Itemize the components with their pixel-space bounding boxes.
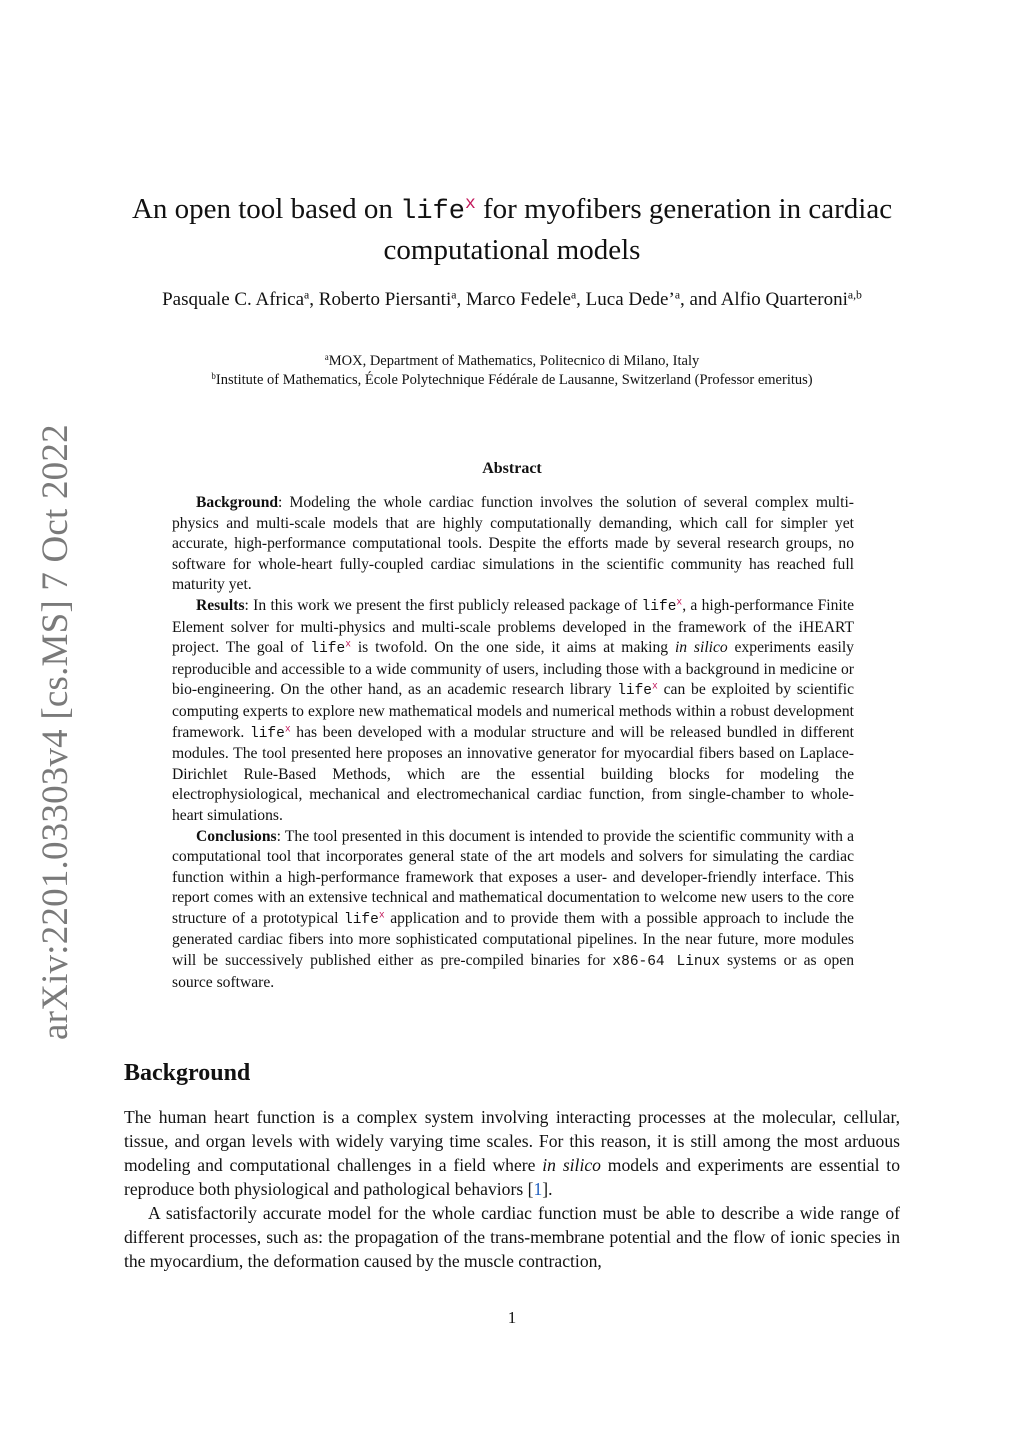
arxiv-identifier-stamp: arXiv:2201.03303v4 [cs.MS] 7 Oct 2022 xyxy=(35,424,76,1040)
citation-link[interactable]: 1 xyxy=(533,1179,543,1199)
author-list: Pasquale C. Africa$^a$, Roberto Piersanti$^a$, Marco Fedele$^a$, Luca Dede’$^a$, and Alfio Quarteroni$^{a,b}$ xyxy=(162,288,862,310)
page-number: 1 xyxy=(507,1308,517,1327)
affiliation-text: MOX, Department of Mathematics, Politecnico di Milano, Italy xyxy=(328,353,700,369)
abstract-results-paragraph: Results: In this work we present the first publicly released package of life$^x$, a high-performance Finite Element solver for multi-physics and multi-scale problems developed in the framework of the iHEART project. The goal of life$^x$ is twofold. On the one side, it aims at making in silico experiments easily reproducible and accessible to a wide community of users, including those with a background in medicine or bio-engineering. On the other hand, as an academic research library life$^x$ can be exploited by scientific computing experts to explore new mathematical models and numerical methods within a robust development framework. life$^x$ has been developed with a modular structure and will be released bundled in different modules. The tool presented here proposes an innovative generator for myocardial fibers based on Laplace-Dirichlet Rule-Based Methods, which are the essential building blocks for modeling the electrophysiological, mechanical and electromechanical cardiac function, from single-chamber to whole-heart simulations. xyxy=(172,596,854,824)
affiliation-mark: b xyxy=(211,371,216,382)
author-affiliation-mark: a xyxy=(570,288,577,302)
section-body xyxy=(124,1105,900,1273)
library-name: life xyxy=(400,197,465,227)
affiliation-list xyxy=(124,352,900,390)
body-paragraph-1: The human heart function is a complex system involving interacting processes at the molecular, cellular, tissue, and organ levels with widely varying time scales. For this reason, it is still among the most arduous modeling and computational challenges in a field where in silico models and experiments are essential to reproduce both physiological and pathological behaviors [1]. xyxy=(124,1107,900,1199)
paper-title: An open tool based on life$^x$ for myofibers generation in cardiac computational models xyxy=(131,193,893,266)
affiliation-mark: a xyxy=(324,352,329,363)
author-name: Pasquale C. Africa xyxy=(162,289,305,310)
abstract-heading: Abstract xyxy=(482,460,542,477)
author-affiliation-mark: a xyxy=(451,288,457,302)
library-superscript: x xyxy=(464,194,476,215)
author-affiliation-mark: a,b xyxy=(847,288,862,302)
author-name: Luca Dede’ xyxy=(585,289,675,310)
author-affiliation-mark: a xyxy=(674,288,681,302)
affiliation-line xyxy=(124,352,900,371)
abstract-conclusions-paragraph: Conclusions: The tool presented in this document is intended to provide the scientific community with a computational tool that incorporates general state of the art models and solvers for simulating the cardiac function within a high-performance framework that exposes a user- and developer-friendly interface. This report comes with an extensive technical and mathematical documentation to welcome new users to the core structure of a prototypical life$^x$ application and to provide them with a possible approach to include the generated cardiac fibers into more sophisticated computational pipelines. In the near future, more modules will be successively published either as pre-compiled binaries for x86-64 Linux systems or as open source software. xyxy=(172,827,855,991)
author-name: Alfio Quarteroni xyxy=(720,289,848,310)
abstract-body xyxy=(172,493,854,993)
author-name: Roberto Piersanti xyxy=(318,289,452,310)
author-affiliation-mark: a xyxy=(304,288,310,302)
author-name: Marco Fedele xyxy=(465,289,571,310)
affiliation-text: Institute of Mathematics, École Polytechnique Fédérale de Lausanne, Switzerland (Professor emeritus) xyxy=(215,372,813,388)
section-heading-background: Background xyxy=(124,1060,251,1086)
body-paragraph-2: A satisfactorily accurate model for the whole cardiac function must be able to describe a wide range of different processes, such as: the propagation of the trans-membrane potential and the flow of ionic species in the myocardium, the deformation caused by the muscle contraction, xyxy=(124,1203,900,1271)
affiliation-line xyxy=(124,371,900,390)
abstract-background-paragraph: Background: Modeling the whole cardiac function involves the solution of several complex multi-physics and multi-scale models that are highly computationally demanding, which call for simpler yet accurate, high-performance computational tools. Despite the efforts made by several research groups, no software for whole-heart fully-coupled cardiac simulations in the scientific community has reached full maturity yet. xyxy=(172,494,854,594)
